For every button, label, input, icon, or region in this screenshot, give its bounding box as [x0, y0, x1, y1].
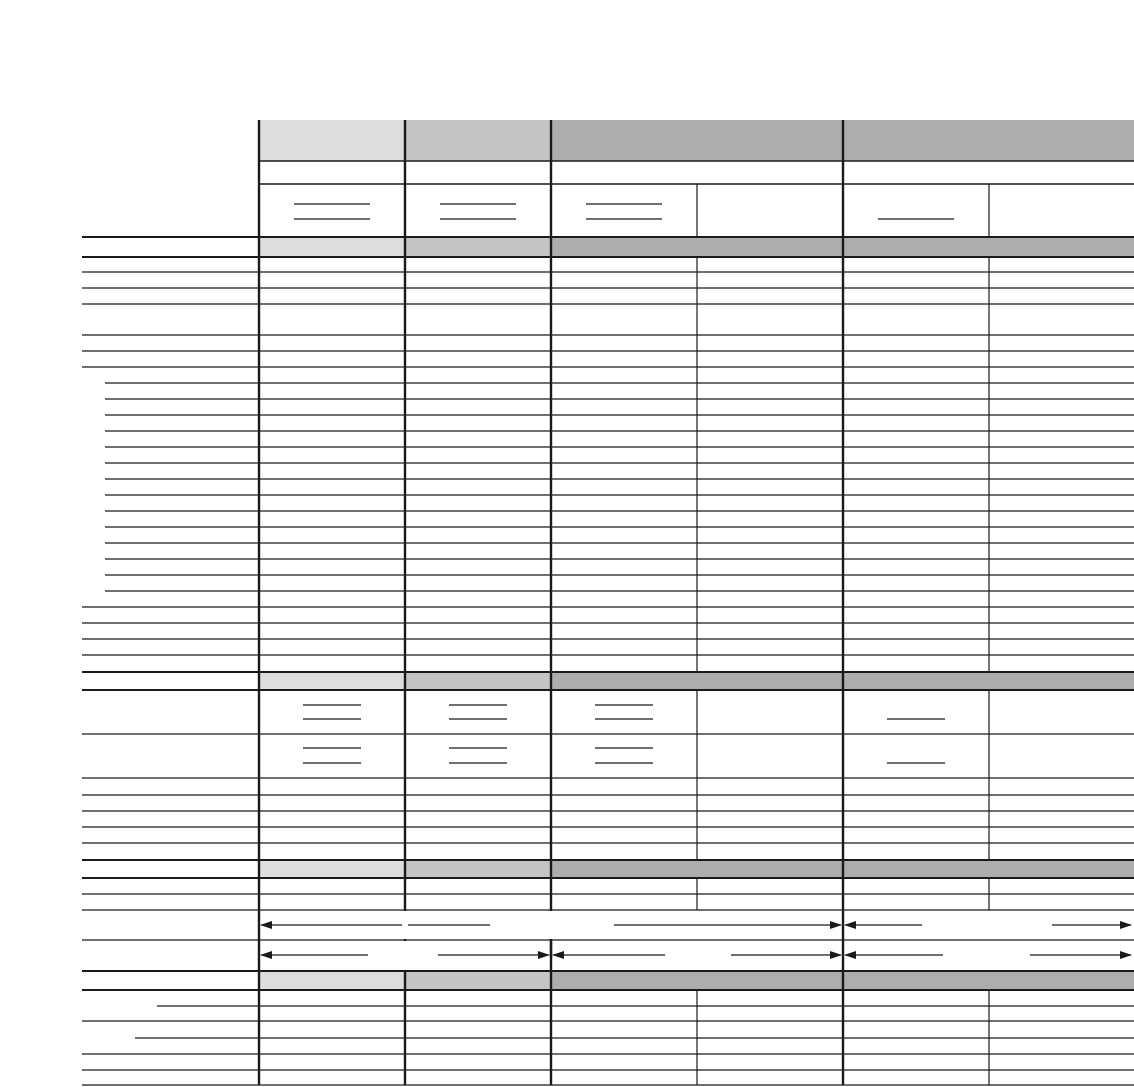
section-band-medium-2: [405, 672, 551, 690]
section-band-light-2: [259, 672, 405, 690]
band-span-fill: [987, 861, 991, 877]
band-span-fill: [987, 238, 991, 256]
divider-gap: [402, 941, 408, 970]
section-band-light-4: [259, 971, 405, 990]
section-band-medium-4: [405, 971, 551, 990]
band-span-fill: [987, 673, 991, 689]
header-band-medium: [405, 120, 551, 161]
row-rules: [82, 161, 1134, 1085]
section-band-light-3: [259, 860, 405, 878]
section-band-light-1: [259, 237, 405, 257]
section-band-medium-3: [405, 860, 551, 878]
divider-gap: [548, 911, 554, 939]
header-band-light: [259, 120, 405, 161]
band-span-fill: [695, 861, 699, 877]
divider-gap: [402, 911, 408, 939]
band-span-fill: [695, 673, 699, 689]
band-span-fill: [695, 238, 699, 256]
section-band-medium-1: [405, 237, 551, 257]
